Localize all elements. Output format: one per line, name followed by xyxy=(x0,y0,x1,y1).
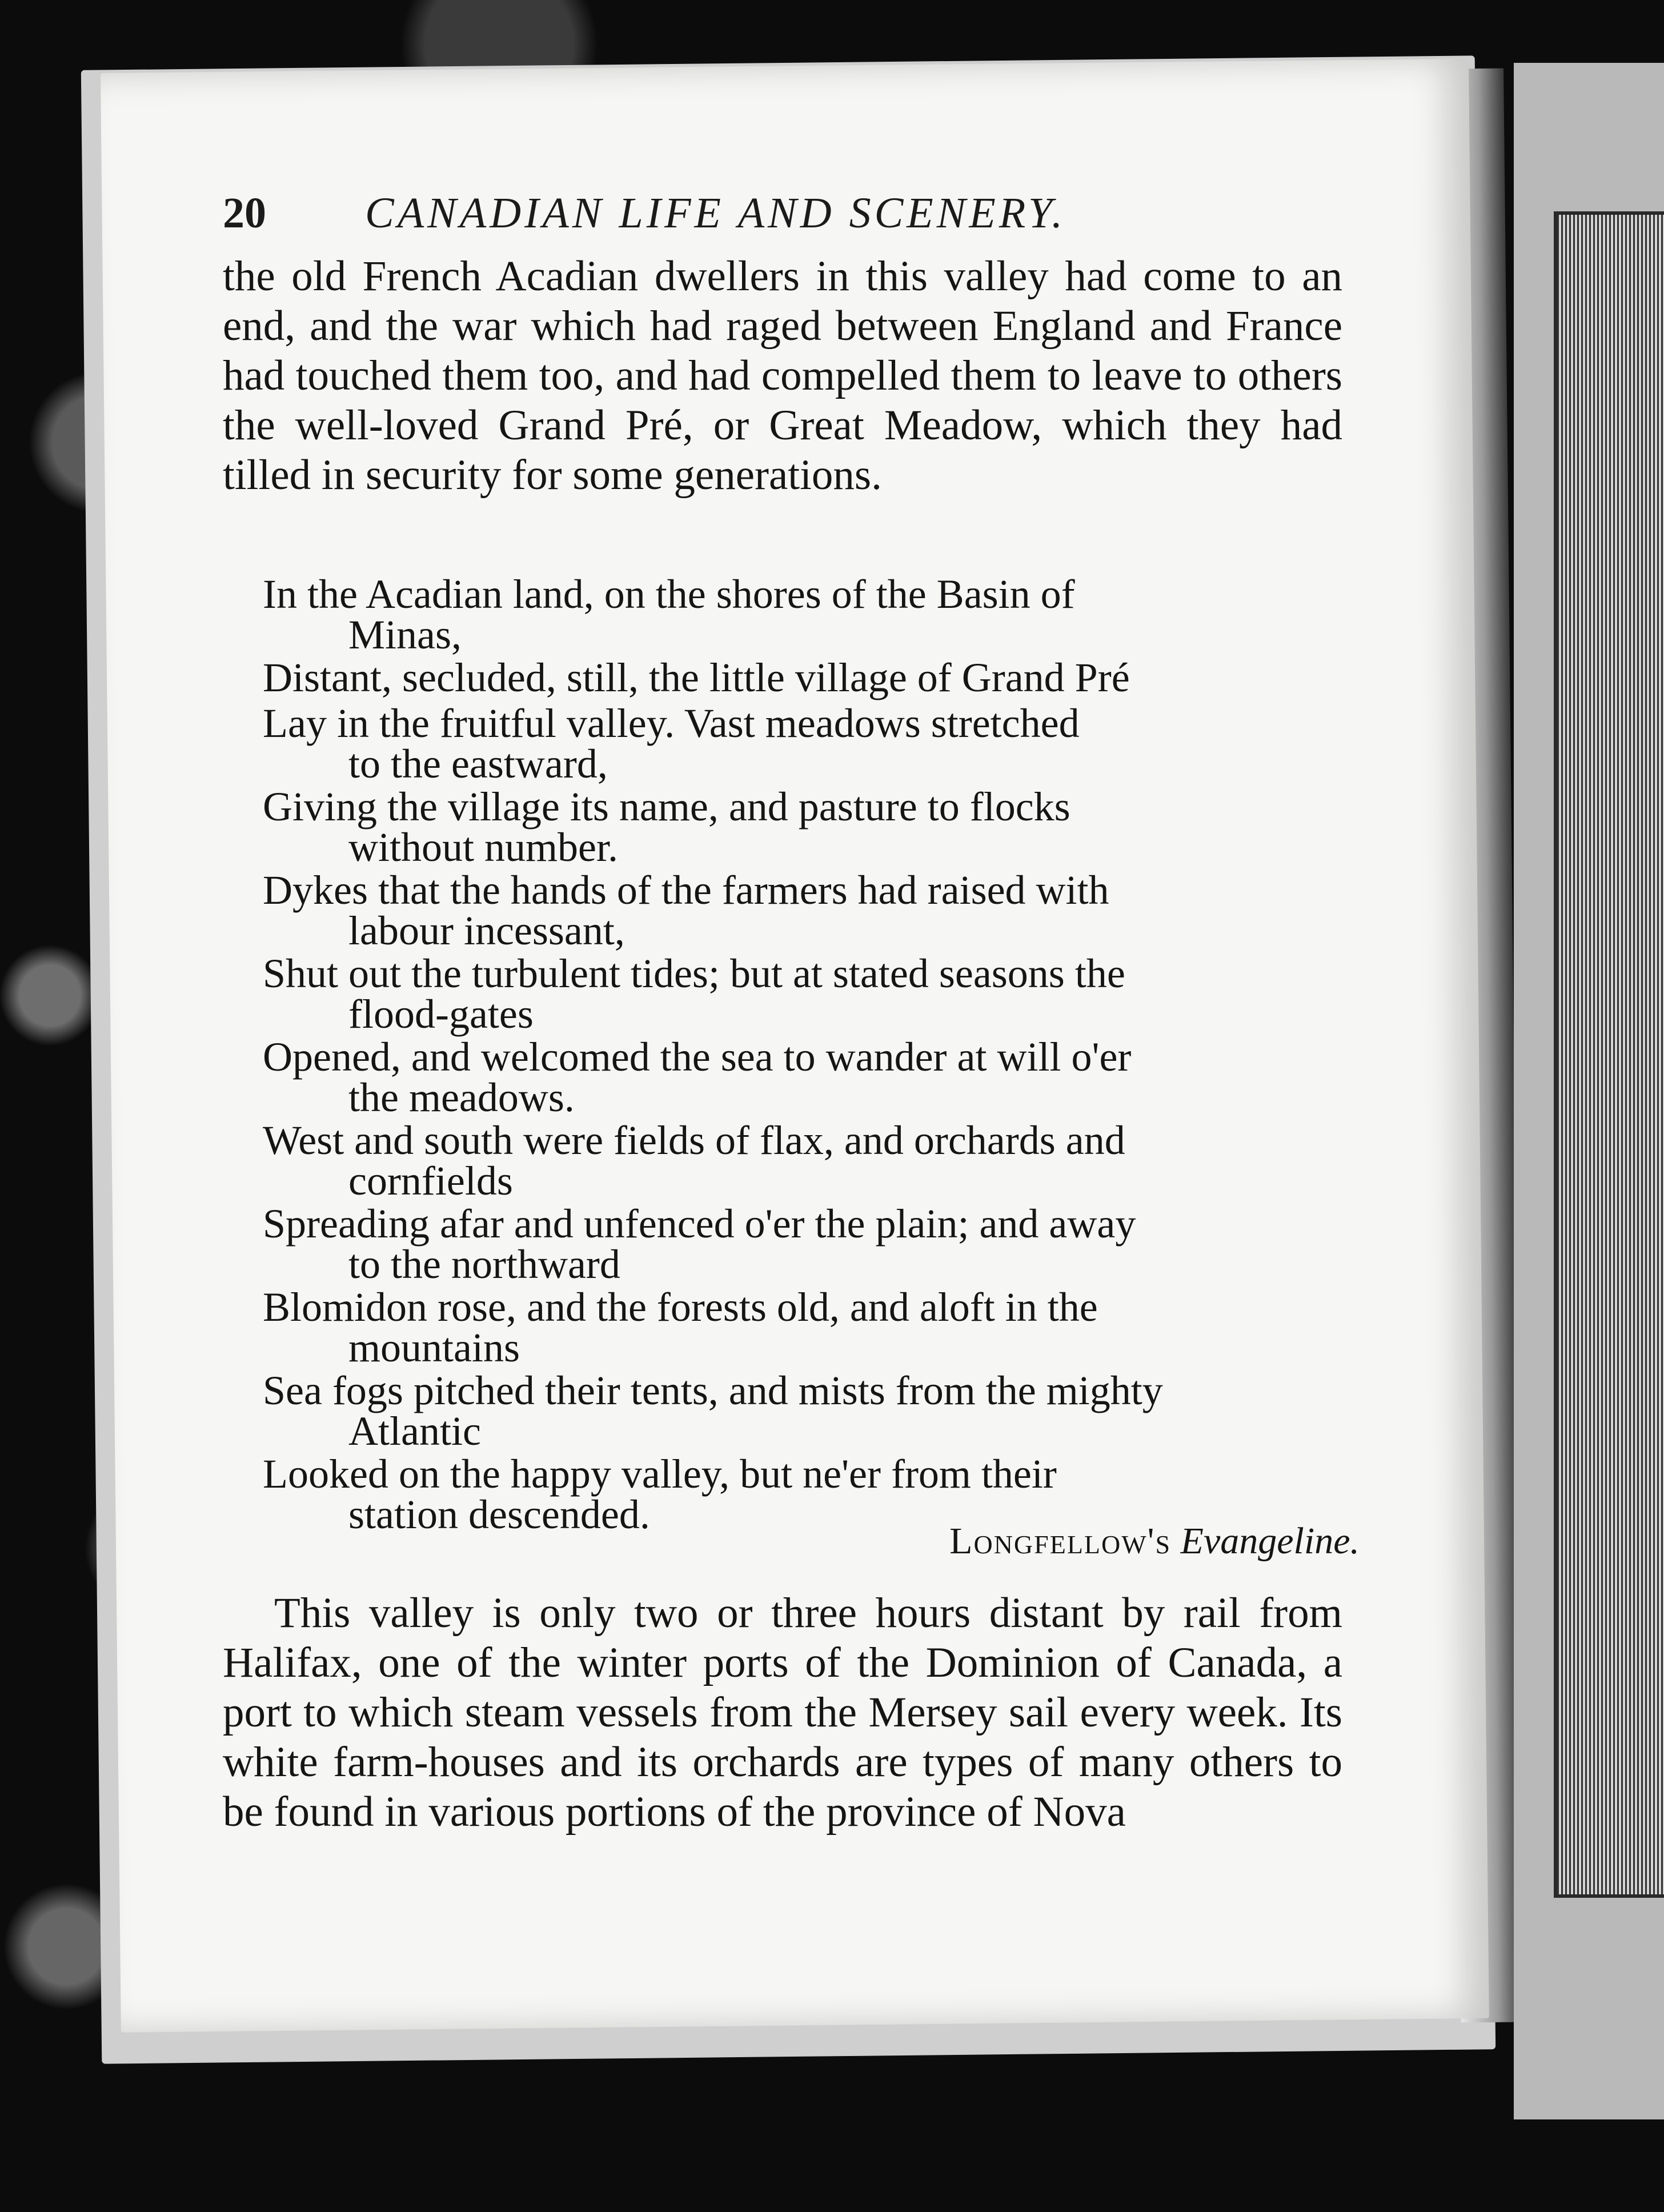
paragraph-halifax: This valley is only two or three hours distant by rail from Halifax, one of the winter ports of the Dominion of Canada, a port to which steam vessels from the Mersey sail every week. Its white farm-houses and its orchards are types of many others to be found in various portions of the province of Nova xyxy=(223,1589,1342,1836)
poem-line-continuation: mountains xyxy=(348,1325,520,1371)
poem-line-text: Giving the village its name, and pasture to flocks xyxy=(263,784,1070,829)
poem-line-continuation: labour incessant, xyxy=(348,908,625,953)
poem-line xyxy=(263,1034,1337,1120)
poem-line xyxy=(263,1284,1337,1371)
poem-line-continuation: to the eastward, xyxy=(348,741,608,787)
poem-line xyxy=(263,951,1337,1037)
attribution-author: Longfellow's xyxy=(949,1520,1172,1562)
poem-line xyxy=(263,1201,1337,1287)
poem-line xyxy=(263,1117,1337,1204)
poem-quotation xyxy=(263,571,1337,1537)
poem-line-text: Shut out the turbulent tides; but at stated seasons the xyxy=(263,951,1125,996)
poem-line-text: Looked on the happy valley, but ne'er from their xyxy=(263,1451,1057,1497)
poem-line xyxy=(263,1368,1337,1454)
facing-page-engraving xyxy=(1554,211,1664,1898)
paragraph-intro: the old French Acadian dwellers in this valley had come to an end, and the war which had raged between England and France had touched them too, and had compelled them to leave to others the well-loved Grand Pré, or Great Meadow, which they had tilled in security for some generations. xyxy=(223,253,1342,499)
poem-line xyxy=(263,867,1337,953)
poem-line-continuation: Atlantic xyxy=(348,1408,481,1454)
poem-line-text: Lay in the fruitful valley. Vast meadows stretched xyxy=(263,700,1080,746)
poem-line-continuation: cornfields xyxy=(348,1158,513,1204)
poem-line-continuation: station descended. xyxy=(348,1492,650,1537)
running-head: CANADIAN LIFE AND SCENERY. xyxy=(365,189,1066,237)
poem-line-text: Distant, secluded, still, the little village of Grand Pré xyxy=(263,655,1130,700)
page-number: 20 xyxy=(223,189,266,237)
page-header xyxy=(223,189,1205,238)
poem-line xyxy=(263,700,1337,787)
poem-line xyxy=(263,784,1337,870)
poem-line-text: West and south were fields of flax, and orchards and xyxy=(263,1117,1125,1163)
poem-line-text: In the Acadian land, on the shores of the Basin of xyxy=(263,571,1075,617)
poem-line-continuation: without number. xyxy=(348,824,618,870)
poem-line-continuation: to the northward xyxy=(348,1241,620,1287)
poem-line-continuation: Minas, xyxy=(348,612,462,658)
poem-line xyxy=(263,571,1337,658)
poem-line xyxy=(263,655,1337,700)
poem-line-text: Sea fogs pitched their tents, and mists from the mighty xyxy=(263,1368,1163,1413)
attribution-title: Evangeline. xyxy=(1180,1520,1360,1562)
poem-attribution xyxy=(845,1520,1360,1563)
poem-line-text: Spreading afar and unfenced o'er the plain; and away xyxy=(263,1201,1136,1247)
poem-line-text: Dykes that the hands of the farmers had raised with xyxy=(263,867,1109,913)
poem-line-text: Opened, and welcomed the sea to wander at will o'er xyxy=(263,1034,1132,1080)
poem-line-text: Blomidon rose, and the forests old, and aloft in the xyxy=(263,1284,1098,1330)
poem-line-continuation: the meadows. xyxy=(348,1075,575,1120)
poem-line-continuation: flood-gates xyxy=(348,991,534,1037)
